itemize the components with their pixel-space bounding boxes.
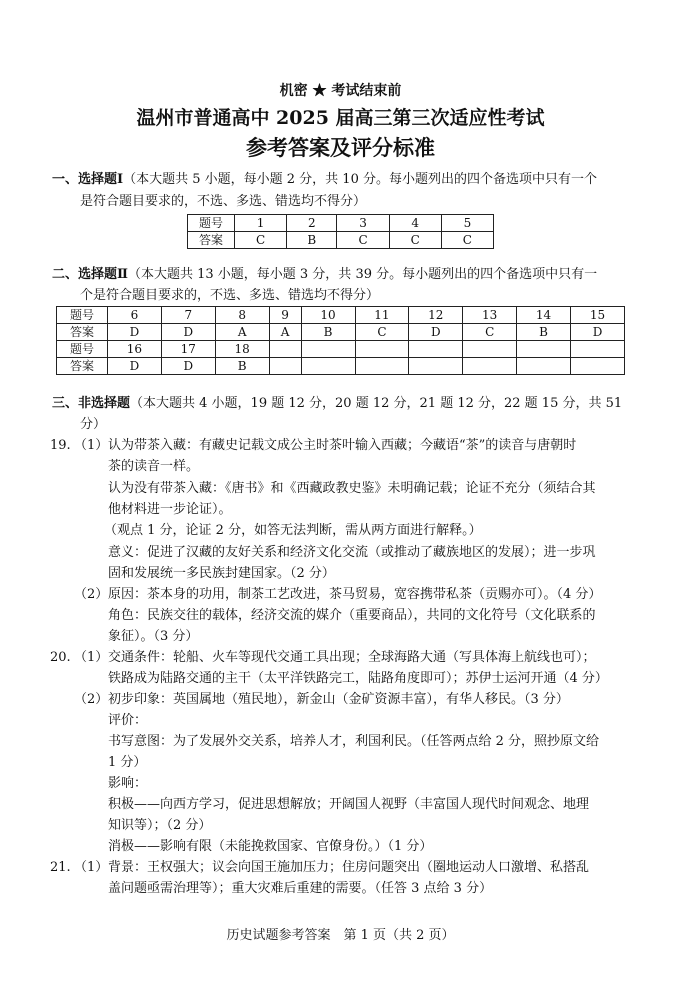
empty-cell bbox=[517, 341, 571, 358]
empty-cell bbox=[409, 358, 463, 375]
q21-number: 21. bbox=[50, 860, 71, 875]
empty-cell bbox=[269, 341, 301, 358]
question-number: 17 bbox=[161, 341, 215, 358]
answer-line: 茶的读音一样。 bbox=[108, 459, 200, 474]
answer-line: 1 分） bbox=[108, 755, 147, 770]
row-label: 题号 bbox=[188, 215, 235, 232]
question-number: 5 bbox=[441, 215, 493, 232]
section3-desc2: 分） bbox=[80, 417, 107, 432]
answer-cell: B bbox=[517, 324, 571, 341]
answer-line: 积极——向西方学习，促进思想解放；开阔国人视野（丰富国人现代时间观念、地理 bbox=[108, 797, 590, 812]
empty-cell bbox=[355, 341, 409, 358]
question-number: 18 bbox=[215, 341, 269, 358]
q20-number: 20. bbox=[50, 650, 71, 665]
answer-line: 铁路成为陆路交通的主干（太平洋铁路完工，陆路角度即可）；苏伊士运河开通（4 分） bbox=[108, 671, 608, 686]
answer-cell: C bbox=[355, 324, 409, 341]
answer-line: 认为带茶入藏：有藏史记载文成公主时茶叶输入西藏；今藏语“茶”的读音与唐朝时 bbox=[108, 438, 577, 453]
section1-heading: 一、选择题Ⅰ bbox=[52, 172, 124, 187]
row-label: 答案 bbox=[188, 232, 235, 249]
answer-line: 影响： bbox=[108, 776, 148, 791]
answer-cell: D bbox=[409, 324, 463, 341]
answer-cell: C bbox=[389, 232, 441, 249]
table-row bbox=[57, 341, 625, 358]
q20-part2-label: （2） bbox=[74, 692, 109, 707]
table-row bbox=[188, 215, 494, 232]
answer-line: 固和发展统一多民族封建国家。（2 分） bbox=[108, 566, 335, 581]
answer-line: 原因：茶本身的功用，制茶工艺改进，茶马贸易，宽容携带私茶（贡赐亦可）。（4 分） bbox=[108, 587, 602, 602]
answer-cell: D bbox=[108, 358, 162, 375]
answer-line: 交通条件：轮船、火车等现代交通工具出现；全球海路大通（写具体海上航线也可）； bbox=[108, 650, 596, 665]
answer-cell: C bbox=[337, 232, 389, 249]
table-row bbox=[188, 232, 494, 249]
scoring-note: （观点 1 分，论证 2 分，如答无法判断，需从两方面进行解释。） bbox=[104, 523, 482, 538]
question-number: 2 bbox=[287, 215, 337, 232]
doc-subtitle: 参考答案及评分标准 bbox=[246, 135, 435, 160]
empty-cell bbox=[571, 358, 625, 375]
q20-part1-label: （1） bbox=[74, 650, 109, 665]
answer-cell: C bbox=[235, 232, 287, 249]
answer-line: 认为没有带茶入藏：《唐书》和《西藏政教史鉴》未明确记载；论证不充分（须结合其 bbox=[108, 481, 596, 496]
section1-line1 bbox=[52, 172, 597, 188]
row-label: 题号 bbox=[57, 341, 108, 358]
section2-desc1: （本大题共 13 小题，每小题 3 分，共 39 分。每小题列出的四个备选项中只有一 bbox=[127, 267, 598, 282]
answer-cell: A bbox=[215, 324, 269, 341]
answer-cell: B bbox=[287, 232, 337, 249]
question-number: 4 bbox=[389, 215, 441, 232]
empty-cell bbox=[269, 358, 301, 375]
answer-line: 他材料进一步论证）。 bbox=[108, 502, 232, 517]
answer-cell: A bbox=[269, 324, 301, 341]
question-number: 7 bbox=[161, 307, 215, 324]
page-footer: 历史试题参考答案 第 1 页（共 2 页） bbox=[226, 928, 455, 943]
question-number: 10 bbox=[301, 307, 355, 324]
table-row bbox=[57, 307, 625, 324]
section2-desc2: 个是符合题目要求的，不选、多选、错选均不得分） bbox=[80, 288, 380, 303]
answer-cell: D bbox=[108, 324, 162, 341]
section2-line1 bbox=[52, 267, 597, 283]
answer-line: 背景：王权强大；议会向国王施加压力；住房问题突出（圈地运动人口激增、私搭乱 bbox=[108, 860, 590, 875]
empty-cell bbox=[409, 341, 463, 358]
question-number: 16 bbox=[108, 341, 162, 358]
answer-line: 意义：促进了汉藏的友好关系和经济文化交流（或推动了藏族地区的发展）；进一步巩 bbox=[108, 545, 596, 560]
section3-line1 bbox=[52, 396, 622, 412]
section2-answer-table bbox=[56, 306, 625, 375]
q19-part1-label: （1） bbox=[74, 438, 109, 453]
question-number: 6 bbox=[108, 307, 162, 324]
confidential-label: 机密 ★ 考试结束前 bbox=[279, 83, 402, 99]
q19-number: 19. bbox=[50, 438, 71, 453]
question-number: 9 bbox=[269, 307, 301, 324]
section1-answer-table bbox=[187, 214, 494, 249]
answer-line: 书写意图：为了发展外交关系，培养人才，利国利民。（任答两点给 2 分，照抄原文给 bbox=[108, 734, 600, 749]
question-number: 11 bbox=[355, 307, 409, 324]
section1-desc1: （本大题共 5 小题，每小题 2 分，共 10 分。每小题列出的四个备选项中只有一个 bbox=[123, 172, 597, 187]
exam-title: 温州市普通高中 2025 届高三第三次适应性考试 bbox=[136, 107, 545, 129]
q21-part1-label: （1） bbox=[74, 860, 109, 875]
answer-cell: D bbox=[161, 358, 215, 375]
answer-cell: D bbox=[571, 324, 625, 341]
answer-cell: B bbox=[301, 324, 355, 341]
row-label: 答案 bbox=[57, 324, 108, 341]
empty-cell bbox=[301, 358, 355, 375]
answer-line: 知识等）；（2 分） bbox=[108, 818, 212, 833]
section2-heading: 二、选择题Ⅱ bbox=[52, 267, 128, 282]
answer-line: 盖问题亟需治理等）；重大灾难后重建的需要。（任答 3 点给 3 分） bbox=[108, 881, 493, 896]
question-number: 8 bbox=[215, 307, 269, 324]
answer-line: 消极——影响有限（未能挽救国家、官僚身份。）（1 分） bbox=[108, 839, 433, 854]
empty-cell bbox=[301, 341, 355, 358]
answer-cell: B bbox=[215, 358, 269, 375]
answer-cell: C bbox=[441, 232, 493, 249]
section1-desc2: 是符合题目要求的，不选、多选、错选均不得分） bbox=[80, 194, 367, 209]
row-label: 题号 bbox=[57, 307, 108, 324]
answer-line: 角色：民族交往的载体，经济交流的媒介（重要商品），共同的文化符号（文化联系的 bbox=[108, 608, 596, 623]
question-number: 15 bbox=[571, 307, 625, 324]
answer-line: 初步印象：英国属地（殖民地），新金山（金矿资源丰富），有华人移民。（3 分） bbox=[108, 692, 569, 707]
answer-cell: D bbox=[161, 324, 215, 341]
section3-desc1: （本大题共 4 小题，19 题 12 分，20 题 12 分，21 题 12 分，22 题 15 分，共 51 bbox=[130, 396, 623, 411]
empty-cell bbox=[517, 358, 571, 375]
answer-line: 评价： bbox=[108, 713, 148, 728]
question-number: 14 bbox=[517, 307, 571, 324]
empty-cell bbox=[355, 358, 409, 375]
empty-cell bbox=[463, 358, 517, 375]
question-number: 13 bbox=[463, 307, 517, 324]
empty-cell bbox=[571, 341, 625, 358]
table-row bbox=[57, 324, 625, 341]
question-number: 3 bbox=[337, 215, 389, 232]
question-number: 12 bbox=[409, 307, 463, 324]
question-number: 1 bbox=[235, 215, 287, 232]
section3-heading: 三、非选择题 bbox=[52, 396, 131, 411]
empty-cell bbox=[463, 341, 517, 358]
table-row bbox=[57, 358, 625, 375]
answer-cell: C bbox=[463, 324, 517, 341]
answer-line: 象征）。（3 分） bbox=[108, 629, 199, 644]
row-label: 答案 bbox=[57, 358, 108, 375]
q19-part2-label: （2） bbox=[74, 587, 109, 602]
